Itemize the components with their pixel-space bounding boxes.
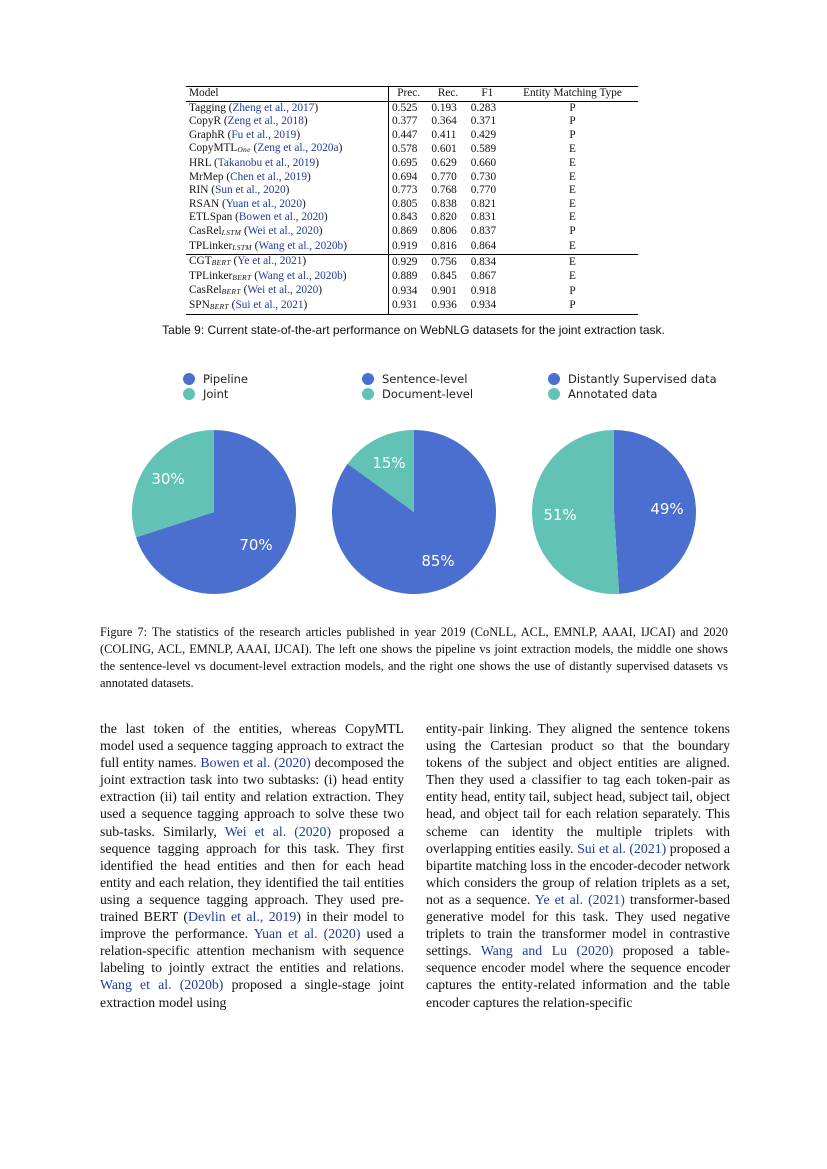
rec-cell: 0.770: [431, 170, 457, 183]
model-cell: [186, 225, 389, 240]
prec-cell: 0.695: [392, 156, 418, 169]
results-table: [186, 86, 638, 315]
paren: ): [301, 197, 306, 210]
model-subscript: LSTM: [221, 227, 242, 237]
prec-cell: 0.869: [392, 225, 418, 238]
model-cell: [186, 240, 389, 255]
prec-cell: 0.447: [392, 128, 418, 141]
paren: (: [241, 224, 248, 237]
model-cell: [186, 270, 389, 285]
table-row: [186, 184, 638, 198]
paren: (: [224, 128, 232, 141]
rec-cell: 0.364: [431, 115, 457, 128]
header-f1: F1: [468, 87, 507, 102]
type-cell: P: [569, 284, 576, 297]
type-cell: E: [569, 240, 576, 253]
f1-cell: 0.834: [468, 255, 507, 270]
legend-label-pipeline: Pipeline: [203, 371, 249, 386]
model-subscript: BERT: [209, 301, 229, 311]
header-prec: Prec.: [389, 87, 429, 102]
paren: (: [240, 284, 248, 297]
citation-link[interactable]: Zheng et al., 2017: [232, 101, 315, 114]
prec-cell: 0.805: [392, 197, 418, 210]
citation-link[interactable]: Sun et al., 2020: [215, 184, 286, 197]
citation-link[interactable]: Wang et al., 2020b: [258, 239, 344, 252]
table-row: [186, 115, 638, 129]
pie-value-label: 15%: [372, 454, 406, 472]
table-row: [186, 171, 638, 185]
f1-cell: 0.730: [470, 170, 497, 183]
table-caption: Table 9: Current state-of-the-art performance on WebNLG datasets for the joint extraction task.: [162, 323, 665, 337]
paren: ): [303, 115, 308, 128]
table-row: [186, 270, 638, 285]
type-cell: P: [569, 115, 576, 128]
pie-value-label: 49%: [650, 500, 684, 518]
prec-cell: 0.694: [392, 170, 418, 183]
f1-cell: 0.770: [470, 184, 497, 197]
rec-cell: 0.806: [431, 225, 457, 238]
model-name: MrMep: [189, 170, 224, 183]
pie-chart-1: [132, 430, 296, 594]
citation-link[interactable]: Bowen et al., 2020: [238, 211, 324, 224]
legend-label-annotated: Annotated data: [568, 386, 658, 401]
citation-link[interactable]: Fu et al., 2019: [231, 128, 297, 141]
rec-cell: 0.193: [431, 101, 457, 114]
type-cell: E: [569, 197, 576, 210]
paren: (: [225, 101, 233, 114]
type-cell: P: [507, 299, 638, 314]
rec-cell: 0.845: [431, 270, 457, 283]
table-row: [186, 142, 638, 157]
paren: (: [211, 156, 218, 169]
model-name: CopyMTL: [189, 142, 238, 155]
paren: (: [228, 298, 236, 311]
paren: ): [303, 298, 308, 311]
body-text: proposed a sequence tagging approach for this task. They first identified the head entities and then for each head entity and each relation, they identified the tail entities using a sequence tagging approach. They used pre-trained BERT (: [100, 823, 404, 925]
citation-link[interactable]: Yuan et al., 2020: [225, 197, 302, 210]
model-name: HRL: [189, 156, 212, 169]
paren: (: [219, 197, 226, 210]
model-subscript: One: [237, 145, 251, 155]
paren: (: [208, 184, 216, 197]
citation-link[interactable]: Zeng et al., 2020a: [257, 142, 339, 155]
type-cell: P: [569, 225, 576, 238]
paren: ): [318, 224, 323, 237]
header-entity-matching-type: Entity Matching Type: [507, 87, 638, 102]
model-subscript: BERT: [232, 272, 252, 282]
body-text: proposed a single-stage joint extraction model using: [100, 977, 404, 1010]
paren: ): [306, 170, 311, 183]
pie-value-label: 30%: [151, 470, 185, 488]
pie-charts: [0, 420, 827, 610]
body-text: ) in their model to improve the performance.: [100, 909, 405, 942]
table-row: [186, 157, 638, 171]
table-row: [186, 101, 638, 115]
citation-link[interactable]: Zeng et al., 2018: [227, 115, 304, 128]
table-row: [186, 255, 638, 270]
model-subscript: LSTM: [232, 242, 252, 252]
model-cell: [186, 255, 389, 270]
model-cell: [186, 198, 389, 212]
model-name: CGT: [189, 255, 212, 268]
citation-link[interactable]: Yuan et al. (2020): [253, 926, 361, 942]
pie-value-label: 51%: [543, 506, 577, 524]
figure-caption: Figure 7: The statistics of the research articles published in year 2019 (CoNLL, ACL, EMNLP, AAAI, IJCAI) and 2020 (COLING, ACL, EMNLP, AAAI, IJCAI). The left one shows the pipeline vs joint extraction models, the middle one shows the sentence-level vs document-level extraction models, and the right one shows the use of distantly supervised datasets vs annotated datasets.: [100, 625, 728, 690]
prec-cell: 0.578: [392, 142, 418, 155]
citation-link[interactable]: Wang et al., 2020b: [258, 269, 343, 282]
table-row: [186, 225, 638, 240]
paren: (: [221, 115, 228, 128]
citation-link[interactable]: Wei et al., 2020: [247, 224, 319, 237]
legend-swatch: [362, 373, 374, 385]
paren: ): [285, 184, 290, 197]
body-text: decomposed the joint extraction task into two subtasks: (i) head entity extraction (ii) tail entity and relation extraction. They used a sequence tagging approach to solve these two sub-tasks. Similarly,: [100, 755, 404, 839]
f1-cell: 0.864: [470, 240, 497, 253]
legend-3: [548, 371, 717, 401]
table-row: [186, 198, 638, 212]
body-text: the last token of the entities, whereas CopyMTL model used a sequence tagging approach to extract the full entity names.: [100, 721, 404, 771]
legend-label-document-level: Document-level: [382, 386, 474, 401]
rec-cell: 0.601: [431, 142, 457, 155]
prec-cell: 0.929: [389, 255, 429, 270]
pie-value-label: 85%: [421, 552, 455, 570]
pie-chart-2: [332, 430, 496, 594]
f1-cell: 0.831: [470, 211, 497, 224]
type-cell: E: [569, 270, 576, 283]
model-cell: [186, 184, 389, 198]
model-name: CasRel: [189, 284, 222, 297]
model-cell: [186, 299, 389, 314]
model-name: RIN: [189, 184, 209, 197]
paren: ): [302, 255, 307, 268]
legend-label-sentence-level: Sentence-level: [382, 371, 468, 386]
model-name: Tagging: [189, 101, 226, 114]
citation-link[interactable]: Ye et al. (2021): [534, 891, 625, 907]
paren: ): [318, 284, 323, 297]
header-model: Model: [186, 87, 389, 102]
legend-swatch: [548, 373, 560, 385]
prec-cell: 0.773: [392, 184, 418, 197]
model-name: TPLinker: [189, 269, 233, 282]
model-cell: [186, 171, 389, 185]
body-column-left: [100, 720, 404, 1011]
model-name: TPLinker: [189, 239, 233, 252]
model-cell: [186, 115, 389, 129]
model-name: SPN: [189, 298, 210, 311]
f1-cell: 0.837: [470, 225, 497, 238]
citation-link[interactable]: Devlin et al., 2019: [188, 909, 297, 925]
pie-value-label: 70%: [239, 536, 273, 554]
f1-cell: 0.429: [470, 128, 497, 141]
paren: ): [314, 101, 319, 114]
f1-cell: 0.371: [470, 115, 497, 128]
legend-label-joint: Joint: [203, 386, 229, 401]
paren: ): [343, 239, 347, 252]
prec-cell: 0.919: [392, 240, 418, 253]
citation-link[interactable]: Chen et al., 2019: [230, 170, 307, 183]
table-row: [186, 299, 638, 314]
body-column-right: [426, 720, 730, 1011]
table-header-row: [186, 87, 638, 102]
rec-cell: 0.820: [431, 211, 457, 224]
type-cell: E: [569, 142, 576, 155]
paren: ): [338, 142, 343, 155]
legend-swatch: [183, 388, 195, 400]
prec-cell: 0.931: [389, 299, 429, 314]
model-cell: [186, 211, 389, 225]
f1-cell: 0.283: [470, 101, 497, 114]
table-body: [186, 101, 638, 314]
type-cell: E: [507, 255, 638, 270]
type-cell: E: [569, 211, 576, 224]
f1-cell: 0.821: [470, 197, 497, 210]
rec-cell: 0.936: [428, 299, 467, 314]
prec-cell: 0.889: [392, 270, 418, 283]
citation-link[interactable]: Bowen et al. (2020): [200, 755, 311, 771]
body-text: used a relation-specific attention mechanism with sequence labeling to jointly extract the entities and relations.: [100, 926, 404, 976]
legend-swatch: [548, 388, 560, 400]
legend-swatch: [183, 373, 195, 385]
type-cell: E: [569, 170, 576, 183]
f1-cell: 0.589: [470, 142, 497, 155]
paren: ): [342, 269, 347, 282]
rec-cell: 0.838: [431, 197, 457, 210]
table-row: [186, 211, 638, 225]
prec-cell: 0.377: [392, 115, 418, 128]
type-cell: P: [569, 128, 576, 141]
model-name: CopyR: [189, 115, 222, 128]
model-name: RSAN: [189, 197, 220, 210]
paren: ): [296, 128, 301, 141]
table-row: [186, 240, 638, 255]
citation-link[interactable]: Wei et al. (2020): [224, 823, 332, 839]
prec-cell: 0.525: [392, 101, 418, 114]
legend-1: [183, 371, 248, 401]
legend-2: [362, 371, 473, 401]
table-row: [186, 284, 638, 299]
prec-cell: 0.934: [392, 284, 418, 297]
citation-link[interactable]: Sui et al. (2021): [577, 840, 667, 856]
body-text: transformer-based generative model for this task. They used negative triplets to train the transformer model in contrastive settings.: [426, 891, 731, 959]
type-cell: E: [569, 156, 576, 169]
model-cell: [186, 157, 389, 171]
model-name: GraphR: [189, 128, 225, 141]
paren: (: [251, 269, 259, 282]
model-cell: [186, 284, 389, 299]
citation-link[interactable]: Ye et al., 2021: [237, 255, 303, 268]
citation-link[interactable]: Wang and Lu (2020): [480, 943, 614, 959]
paren: (: [232, 211, 239, 224]
f1-cell: 0.934: [468, 299, 507, 314]
model-cell: [186, 142, 389, 157]
legend-swatch: [362, 388, 374, 400]
body-text: entity-pair linking. They aligned the sentence tokens using the Cartesian product so that the boundary tokens of the subject and object entities are aligned. Then they used a classifier to tag each token-pair as entity head, entity tail, subject head, subject tail, object head, and object tail for each relation separately. This scheme can identity the multiple triplets with overlapping entities easily.: [426, 721, 730, 856]
body-text: proposed a bipartite matching loss in the encoder-decoder network which considers the group of relation triplets as a set, not as a sequence.: [426, 840, 730, 907]
citation-link[interactable]: Sui et al., 2021: [235, 298, 304, 311]
rec-cell: 0.768: [431, 184, 457, 197]
f1-cell: 0.867: [470, 270, 497, 283]
prec-cell: 0.843: [392, 211, 418, 224]
model-cell: [186, 101, 389, 115]
model-name: CasRel: [189, 224, 222, 237]
model-name: ETLSpan: [189, 211, 233, 224]
paren: (: [223, 170, 231, 183]
paren: (: [230, 255, 238, 268]
rec-cell: 0.901: [431, 284, 457, 297]
paren: (: [250, 142, 258, 155]
body-text: proposed a table-sequence encoder model where the sequence encoder captures the entity-related information and the table encoder captures the relation-specific: [426, 943, 731, 1010]
rec-cell: 0.629: [431, 156, 457, 169]
paren: (: [251, 239, 259, 252]
table-row: [186, 129, 638, 143]
paren: ): [323, 211, 328, 224]
citation-link[interactable]: Wang et al. (2020b): [100, 977, 224, 993]
paren: ): [315, 156, 319, 169]
f1-cell: 0.918: [470, 284, 497, 297]
citation-link[interactable]: Takanobu et al., 2019: [217, 156, 316, 169]
model-subscript: BERT: [211, 258, 231, 268]
rec-cell: 0.816: [431, 240, 457, 253]
header-rec: Rec.: [428, 87, 467, 102]
type-cell: P: [569, 101, 576, 114]
pie-chart-3: [532, 430, 696, 594]
f1-cell: 0.660: [470, 156, 497, 169]
legend-label-distantly-supervised: Distantly Supervised data: [568, 371, 717, 386]
rec-cell: 0.411: [431, 128, 457, 141]
model-subscript: BERT: [221, 287, 241, 297]
rec-cell: 0.756: [428, 255, 467, 270]
type-cell: E: [569, 184, 576, 197]
citation-link[interactable]: Wei et al., 2020: [247, 284, 319, 297]
model-cell: [186, 129, 389, 143]
